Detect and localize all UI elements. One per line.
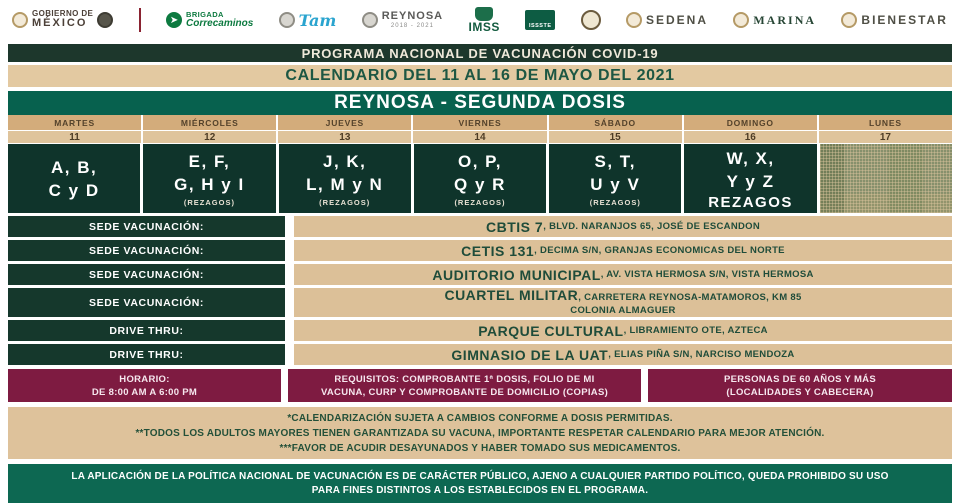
footer-disclaimer-bar xyxy=(8,464,952,503)
sedena-label: SEDENA xyxy=(645,13,708,27)
letters-line: E, F, xyxy=(188,152,231,171)
bienestar-label: BIENESTAR xyxy=(861,13,948,27)
day-numbers-row xyxy=(8,131,952,143)
tamaulipas-seal-icon xyxy=(279,12,295,28)
venue-address: , LIBRAMIENTO OTE, AZTECA xyxy=(623,325,768,336)
section-title: REYNOSA - SEGUNDA DOSIS xyxy=(334,92,626,113)
letters-line: G, H y I xyxy=(174,175,245,194)
letters-line: Y y Z xyxy=(726,171,775,191)
letters-line: J, K, xyxy=(323,152,367,171)
venue-type-label: SEDE VACUNACIÓN: xyxy=(8,288,285,317)
calendar-title-bar xyxy=(8,65,952,87)
logo-issste xyxy=(525,10,555,30)
day-number: 11 xyxy=(8,131,141,143)
venue-type-label: SEDE VACUNACIÓN: xyxy=(8,216,285,237)
letters-card-jueves xyxy=(279,144,411,213)
reynosa-sublabel: 2018 - 2021 xyxy=(390,22,434,29)
personas-line2: (LOCALIDADES Y CABECERA) xyxy=(726,386,874,398)
program-title: PROGRAMA NACIONAL DE VACUNACIÓN COVID-19 xyxy=(301,45,659,61)
requisitos-cell xyxy=(288,369,641,402)
venue-value xyxy=(294,264,952,285)
venue-row xyxy=(8,288,952,317)
venue-name: AUDITORIO MUNICIPAL xyxy=(432,266,601,283)
day-number: 15 xyxy=(549,131,682,143)
venue-value xyxy=(294,240,952,261)
day-number: 17 xyxy=(819,131,952,143)
notes-box xyxy=(8,407,952,459)
rezagos-note: REZAGOS xyxy=(708,193,793,211)
logo-reynosa xyxy=(362,11,443,29)
marina-label: MARINA xyxy=(753,12,817,27)
brigada-label: BRIGADA xyxy=(186,9,224,19)
rezagos-note: (REZAGOS) xyxy=(319,198,371,207)
logo-strip xyxy=(0,0,960,40)
venue-row xyxy=(8,216,952,237)
venue-address: , BLVD. NARANJOS 65, JOSÉ DE ESCANDON xyxy=(543,221,760,232)
venue-address-line2: COLONIA ALMAGUER xyxy=(570,304,676,316)
footer-disclaimer-text: LA APLICACIÓN DE LA POLÍTICA NACIONAL DE VACUNACIÓN ES DE CARÁCTER PÚBLICO, AJENO A CUALQUIER PARTIDO POLÍTICO, QUEDA PROHIBIDO SU USO PARA FINES DISTINTOS A LOS ESTABLECIDOS EN EL PROGRAMA. xyxy=(71,470,889,496)
venue-type-label: SEDE VACUNACIÓN: xyxy=(8,264,285,285)
venue-row xyxy=(8,240,952,261)
logo-tamaulipas xyxy=(279,11,337,30)
venue-value xyxy=(294,320,952,341)
letters-card-domingo xyxy=(684,144,816,213)
horario-value: DE 8:00 AM A 6:00 PM xyxy=(91,386,198,398)
note-line-3: ***FAVOR DE ACUDIR DESAYUNADOS Y HABER TOMADO SUS MEDICAMENTOS. xyxy=(279,442,681,454)
horario-cell xyxy=(8,369,281,402)
letters-card-viernes xyxy=(414,144,546,213)
day-name: DOMINGO xyxy=(684,115,817,130)
day-name: LUNES xyxy=(819,115,952,130)
venue-type-label: SEDE VACUNACIÓN: xyxy=(8,240,285,261)
letters-line: W, X, xyxy=(726,148,775,168)
sedena-seal-icon xyxy=(626,12,642,28)
tamaulipas-label: Tam xyxy=(298,10,337,30)
section-title-bar xyxy=(8,91,952,115)
note-line-1: *CALENDARIZACIÓN SUJETA A CAMBIOS CONFORME A DOSIS PERMITIDAS. xyxy=(287,412,673,424)
logo-gobierno-mexico xyxy=(12,10,113,30)
venue-address: , AV. VISTA HERMOSA S/N, VISTA HERMOSA xyxy=(600,269,814,280)
letters-line: U y V xyxy=(590,175,641,194)
horario-title: HORARIO: xyxy=(119,373,170,385)
requisitos-line1: REQUISITOS: COMPROBANTE 1ª DOSIS, FOLIO DE MI xyxy=(334,373,595,385)
letter-cards-row xyxy=(8,144,952,213)
rezagos-note: (REZAGOS) xyxy=(454,198,506,207)
venue-name: CETIS 131 xyxy=(461,242,535,259)
calendar-title: CALENDARIO DEL 11 AL 16 DE MAYO DEL 2021 xyxy=(285,67,675,84)
letters-card-martes xyxy=(8,144,140,213)
venue-row xyxy=(8,344,952,365)
day-name: MARTES xyxy=(8,115,141,130)
day-number: 14 xyxy=(413,131,546,143)
imss-label: IMSS xyxy=(468,19,500,34)
gobierno-seal-icon xyxy=(12,12,28,28)
venue-name: CUARTEL MILITAR xyxy=(444,286,579,303)
reynosa-seal-icon xyxy=(362,12,378,28)
note-line-2: **TODOS LOS ADULTOS MAYORES TIENEN GARANTIZADA SU VACUNA, IMPORTANTE RESPETAR CALENDARIO PARA MEJOR ATENCIÓN. xyxy=(135,427,825,439)
day-number: 12 xyxy=(143,131,276,143)
venue-name: CBTIS 7 xyxy=(486,218,544,235)
info-bar xyxy=(8,369,952,402)
venue-name: PARQUE CULTURAL xyxy=(478,322,624,339)
letters-line: C y D xyxy=(48,180,100,200)
roadrunner-icon: ➤ xyxy=(166,12,182,28)
personas-cell xyxy=(648,369,952,402)
day-number: 16 xyxy=(684,131,817,143)
venue-row xyxy=(8,320,952,341)
letters-line: L, M y N xyxy=(306,175,384,194)
imss-emblem-icon xyxy=(475,7,493,21)
venue-row xyxy=(8,264,952,285)
letters-line: Q y R xyxy=(454,175,506,194)
venue-address: , CARRETERA REYNOSA-MATAMOROS, KM 85 xyxy=(578,291,802,303)
gobierno-label: GOBIERNO DE xyxy=(32,9,94,19)
rezagos-note: (REZAGOS) xyxy=(183,198,235,207)
requisitos-line2: VACUNA, CURP Y COMPROBANTE DE DOMICILIO (COPIAS) xyxy=(320,386,609,398)
logo-imss xyxy=(469,7,500,34)
letters-line: A, B, xyxy=(51,157,98,177)
day-name: SÁBADO xyxy=(549,115,682,130)
letters-card-miercoles xyxy=(143,144,275,213)
bienestar-seal-icon xyxy=(841,12,857,28)
letters-card-lunes-empty xyxy=(820,144,952,213)
brigada-sublabel: Correcaminos xyxy=(186,17,254,29)
personas-line1: PERSONAS DE 60 AÑOS Y MÁS xyxy=(724,373,876,385)
gobierno-sublabel: MÉXICO xyxy=(32,17,88,30)
eagle-seal-icon xyxy=(581,10,601,30)
reynosa-label: REYNOSA xyxy=(381,10,444,23)
logo-bienestar xyxy=(841,12,947,28)
logo-brigada-correcaminos xyxy=(166,11,253,29)
letters-line: S, T, xyxy=(594,152,637,171)
day-name: VIERNES xyxy=(413,115,546,130)
issste-emblem-icon: ISSSTE xyxy=(525,10,555,30)
logo-divider xyxy=(139,8,141,32)
day-number: 13 xyxy=(278,131,411,143)
venue-address: , ELIAS PIÑA S/N, NARCISO MENDOZA xyxy=(608,349,795,360)
day-names-row xyxy=(8,115,952,130)
letters-card-sabado xyxy=(549,144,681,213)
gobierno-seal2-icon xyxy=(97,12,113,28)
day-name: MIÉRCOLES xyxy=(143,115,276,130)
venue-value xyxy=(294,216,952,237)
venue-type-label: DRIVE THRU: xyxy=(8,320,285,341)
venue-value xyxy=(294,288,952,317)
logo-marina xyxy=(733,12,816,28)
letters-line: O, P, xyxy=(457,152,503,171)
program-title-bar xyxy=(8,44,952,62)
logo-sedena xyxy=(626,12,708,28)
rezagos-note: (REZAGOS) xyxy=(589,198,641,207)
venue-value xyxy=(294,344,952,365)
venue-name: GIMNASIO DE LA UAT xyxy=(451,346,609,363)
marina-seal-icon xyxy=(733,12,749,28)
venue-address: , DECIMA S/N, GRANJAS ECONOMICAS DEL NORTE xyxy=(534,245,785,256)
venue-type-label: DRIVE THRU: xyxy=(8,344,285,365)
day-name: JUEVES xyxy=(278,115,411,130)
